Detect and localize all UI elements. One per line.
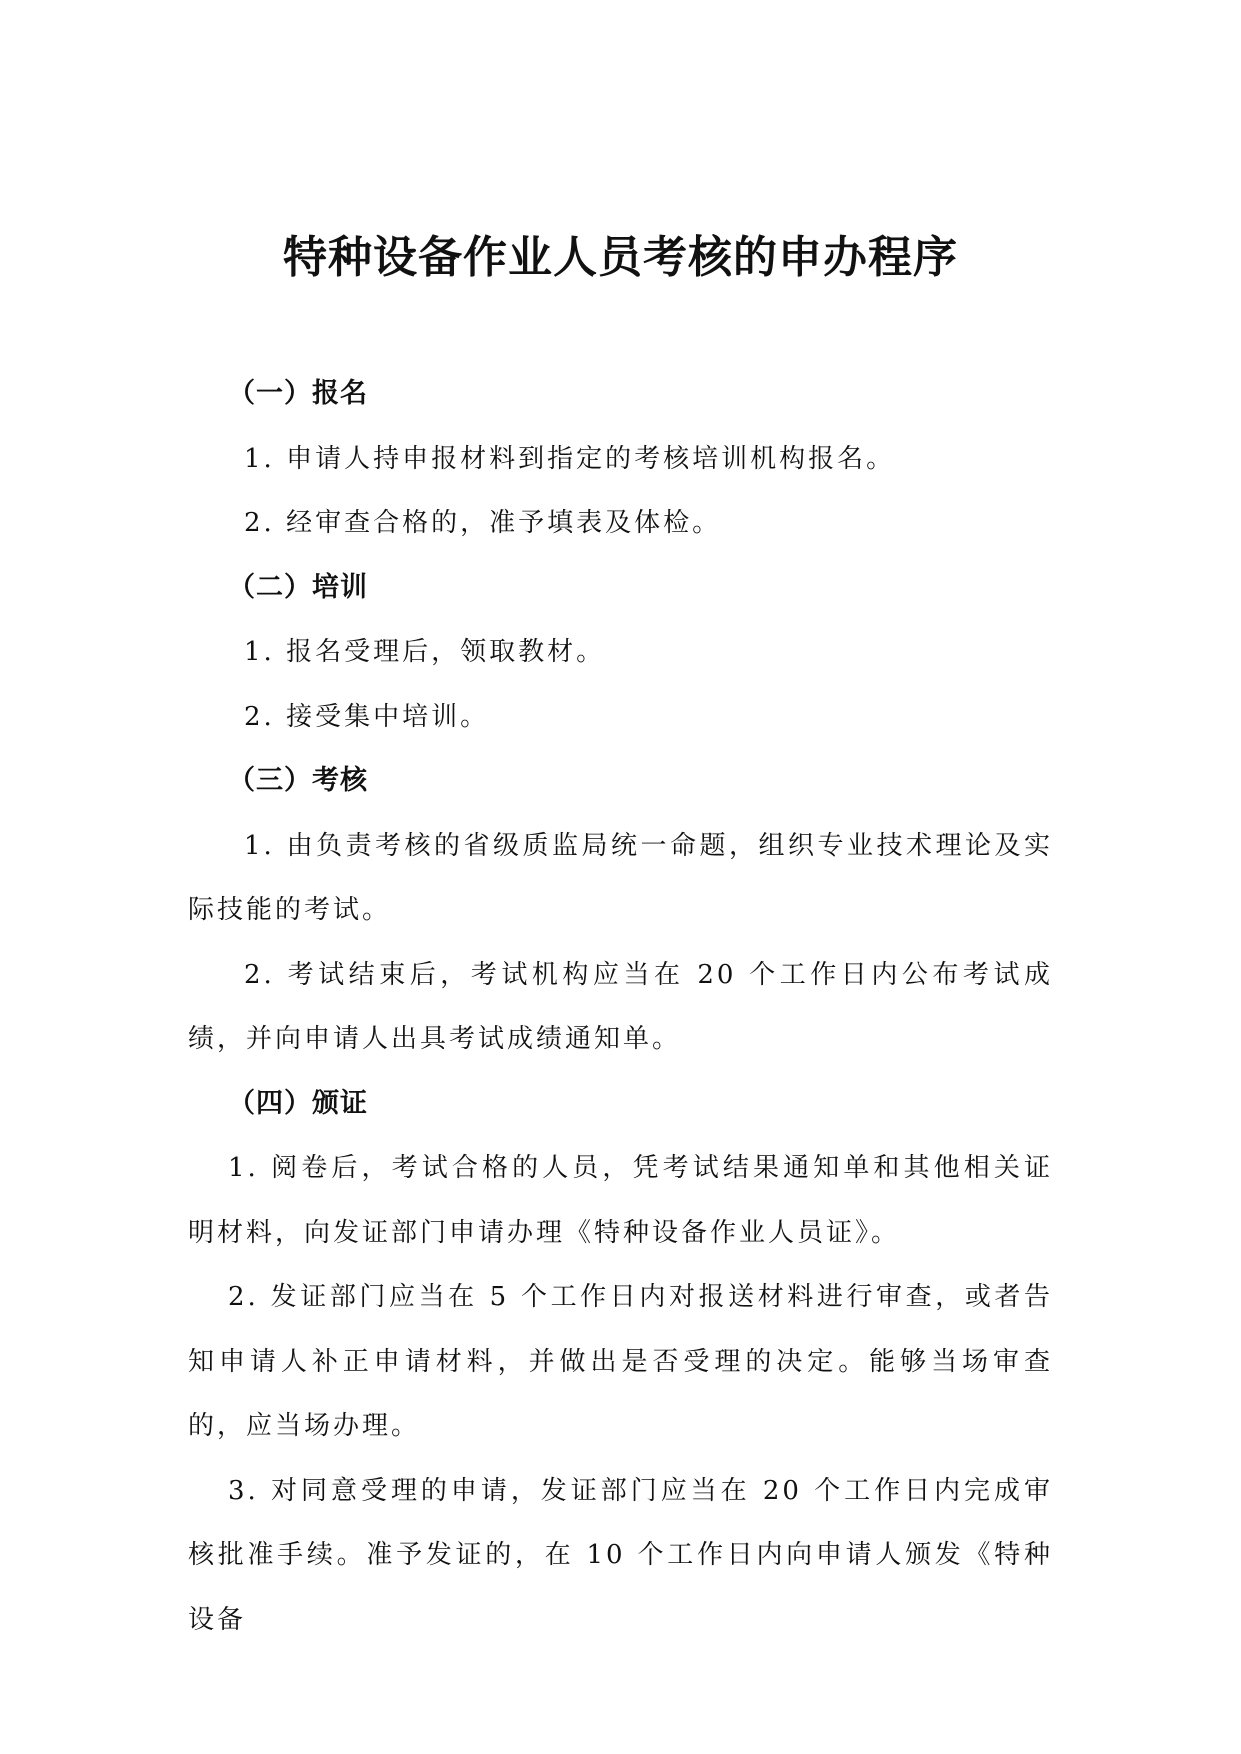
section-item: 2. 经审查合格的，准予填表及体检。 [244, 508, 722, 538]
section-heading-assessment: （三）考核 [228, 765, 368, 796]
document-title: 特种设备作业人员考核的申办程序 [283, 232, 958, 283]
section-item: 1. 阅卷后，考试合格的人员，凭考试结果通知单和其他相关证明材料，向发证部门申请办理《特种设备作业人员证》。 [188, 1153, 1053, 1248]
section-heading-certification: （四）颁证 [228, 1087, 368, 1119]
section-heading-registration: （一）报名 [228, 378, 368, 409]
document-body [188, 362, 1053, 1652]
section-item: 2. 发证部门应当在 5 个工作日内对报送材料进行审查，或者告知申请人补正申请材料，并做出是否受理的决定。能够当场审查的，应当场办理。 [188, 1282, 1053, 1441]
section-item: 2. 接受集中培训。 [244, 701, 490, 732]
section-item: 1. 由负责考核的省级质监局统一命题，组织专业技术理论及实际技能的考试。 [188, 830, 1053, 925]
section-item: 2. 考试结束后，考试机构应当在 20 个工作日内公布考试成绩，并向申请人出具考试成绩通知单。 [188, 959, 1053, 1054]
section-item: 1. 报名受理后，领取教材。 [244, 637, 606, 667]
section-item: 3. 对同意受理的申请，发证部门应当在 20 个工作日内完成审核批准手续。准予发证的，在 10 个工作日内向申请人颁发《特种设备 [188, 1475, 1053, 1635]
section-item: 1. 申请人持申报材料到指定的考核培训机构报名。 [244, 443, 896, 474]
section-heading-training: （二）培训 [228, 571, 368, 603]
